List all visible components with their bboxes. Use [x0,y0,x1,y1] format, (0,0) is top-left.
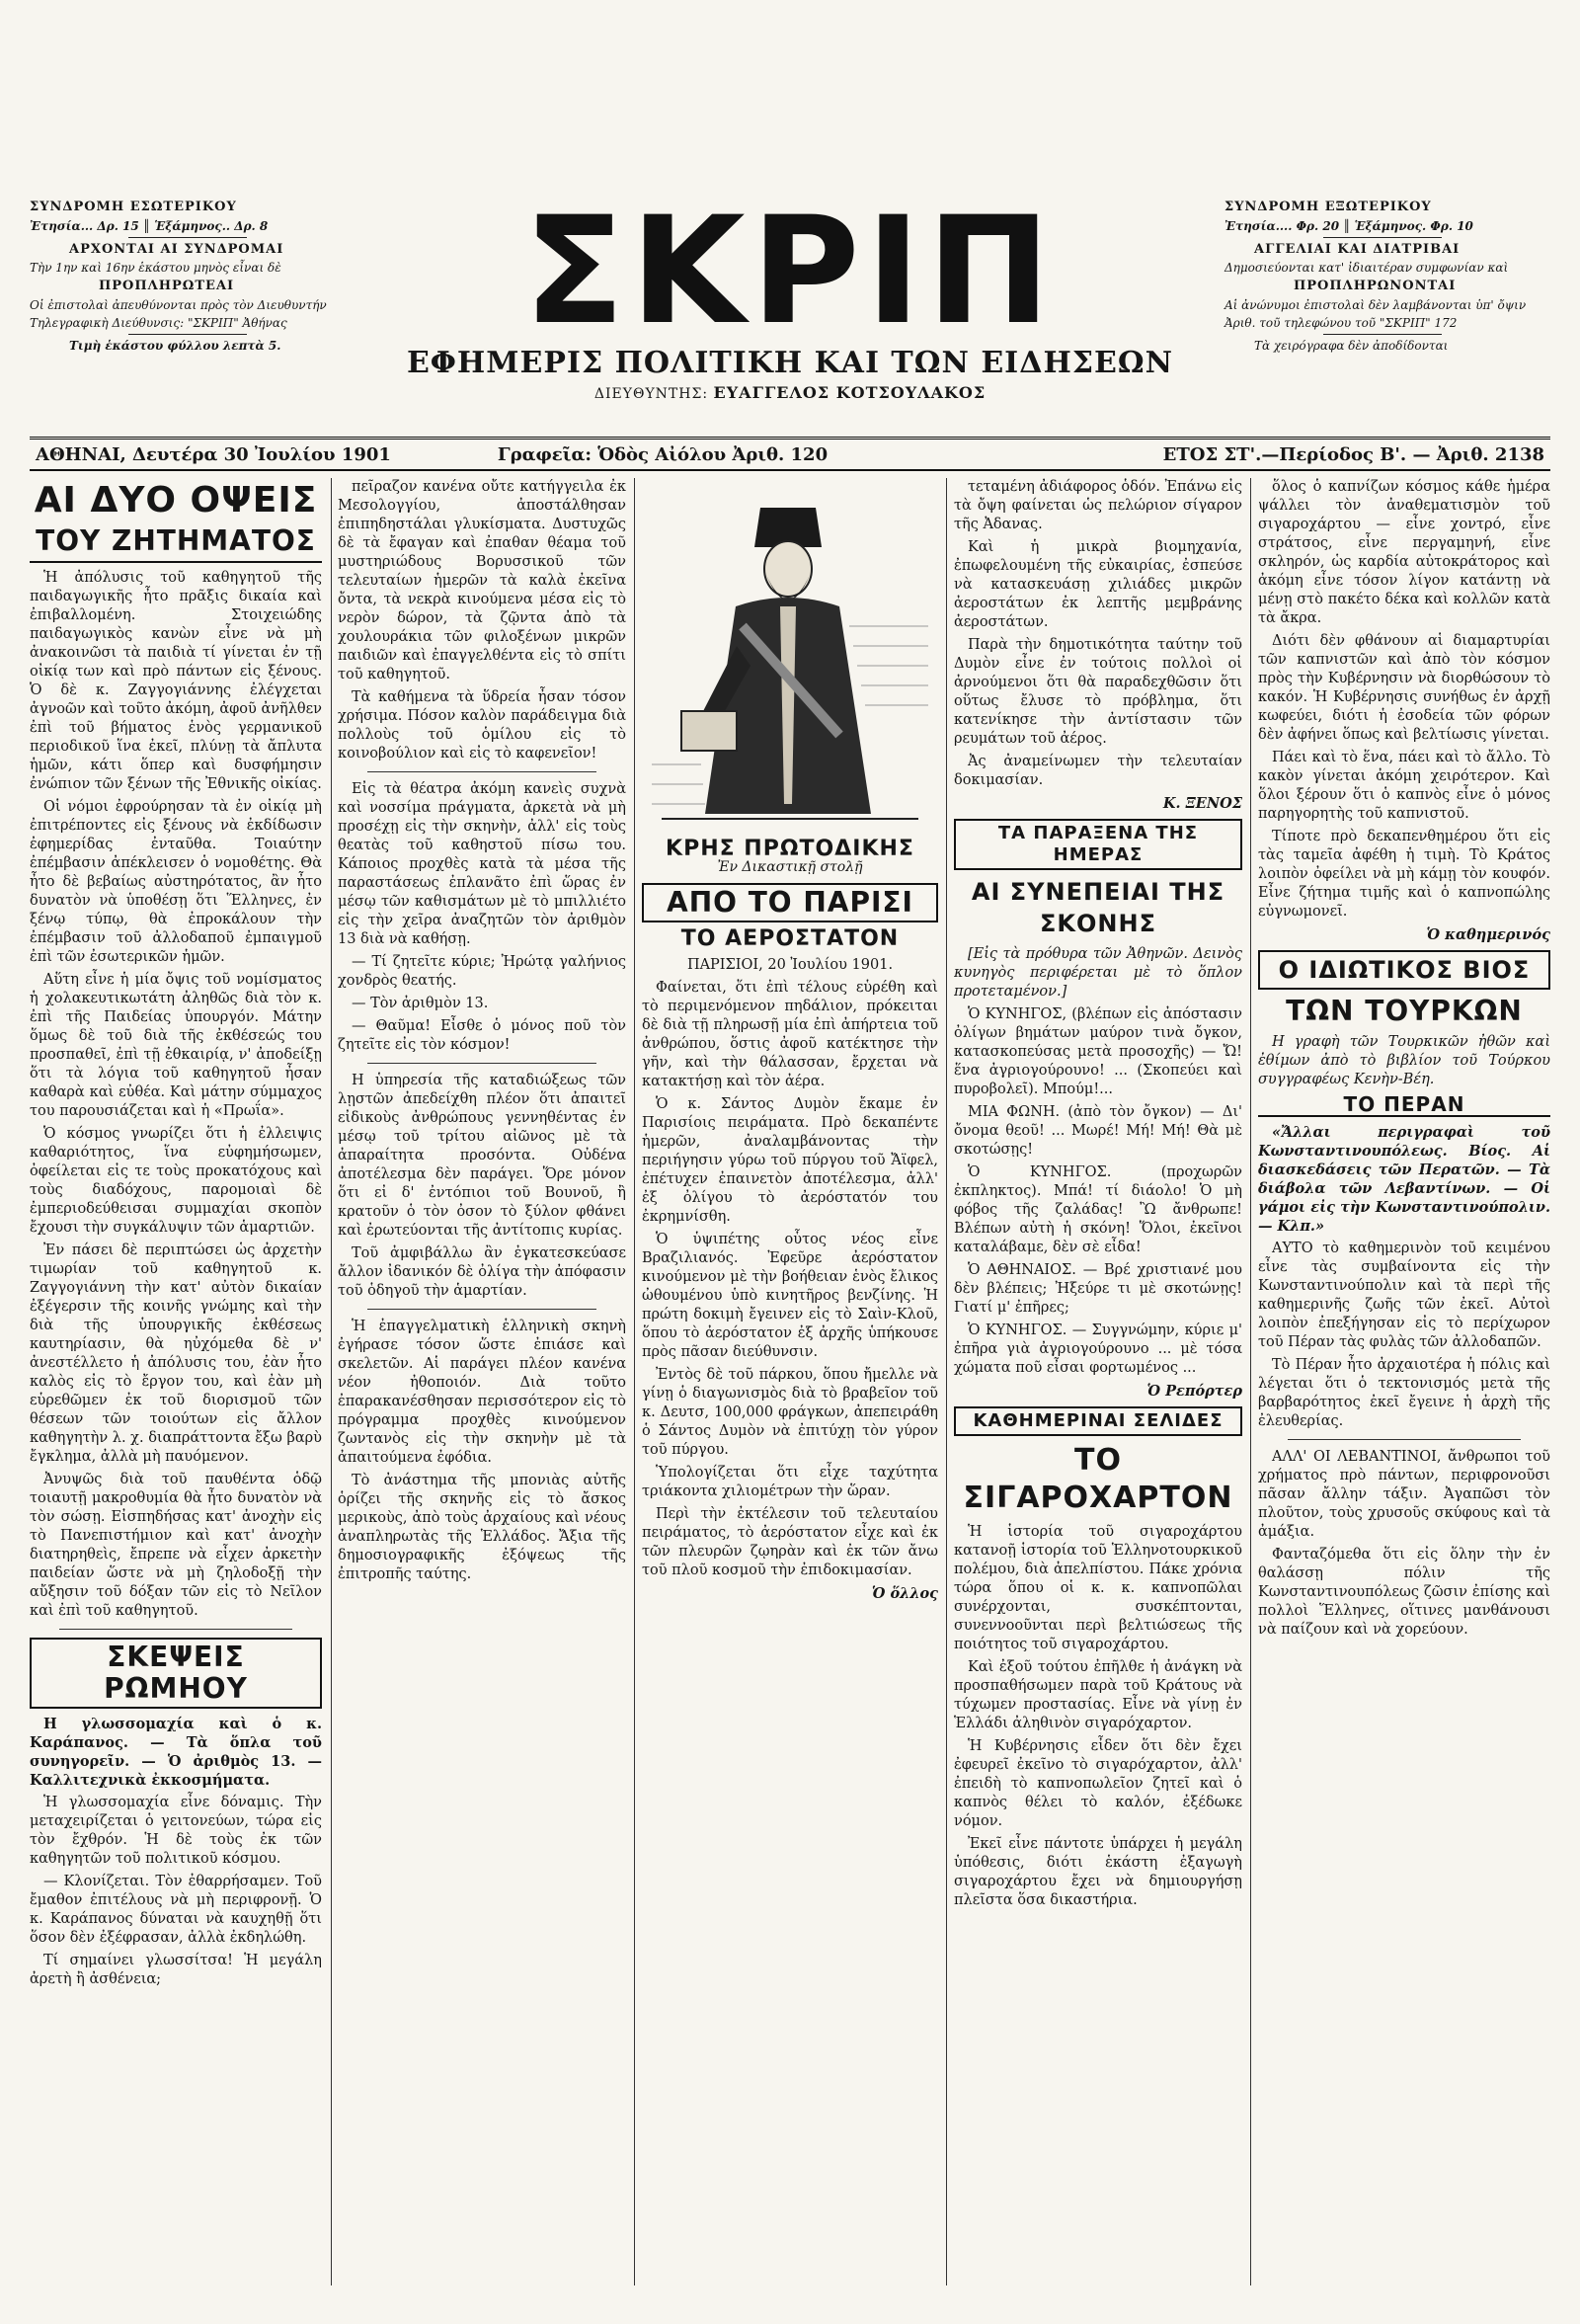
issue-number: ΕΤΟΣ ΣΤ'.—Περίοδος Β'. — Ἀριθ. 2138 [1162,443,1545,465]
divider [128,237,247,238]
article-paragraph: Τὸ Πέραν ἦτο ἀρχαιοτέρα ἡ πόλις καὶ λέγεται ὅτι ὁ τεκτονισμός μετὰ τῆς βαρβαρότητος ἐκεῖ ἔγεινε ἡ ἀρχὴ τῆς ἐλευθερίας. [1258,1357,1550,1429]
article-subheadline: ΤΟ ΑΕΡΟΣΤΑΤΟΝ [680,926,900,951]
article-signature: Ὁ καθημερινός [1426,926,1550,943]
judge-portrait-illustration [642,478,938,834]
column-2 [338,478,626,2285]
article-signature: Ὁ Ρεπόρτερ [1146,1383,1242,1400]
director-line [365,383,1215,402]
article-paragraph: Ἡ ἱστορία τοῦ σιγαροχάρτου κατανοῇ ἱστορία τοῦ Ἑλληνοτουρκικοῦ πολέμου, διὰ ἀπελπίστου. Πάκε χρόνια τώρα ὅπου οἱ κ. κ. καπνοπῶλαι συνέρχονται, συσκέπτονται, συνεννοοῦνται περὶ βελτιώσεως τῆς ποιότητος τοῦ σιγαροχάρτου. [954,1524,1242,1652]
subscription-start-heading: ΑΡΧΟΝΤΑΙ ΑΙ ΣΥΝΔΡΟΜΑΙ [69,241,284,257]
stage-direction: [Εἰς τὰ πρόθυρα τῶν Ἀθηνῶν. Δεινὸς κυνηγὸς περιφέρεται μὲ τὸ ὅπλον προτεταμένον.] [954,946,1242,1000]
article-paragraph: Παρὰ τὴν δημοτικότητα ταύτην τοῦ Δυμὸν εἶνε ἐν τούτοις πολλοὶ οἱ ἀρνούμενοι ὅτι θὰ παραδεχθῶσιν ὅτι οὕτως ἔλυσε τὸ πρόβλημα, ὅτι κατενίκησε τὴν ἀντίστασιν τῶν ρευμάτων τοῦ ἀέρος. [954,637,1242,747]
article-headline: ΑΙ ΔΥΟ ΟΨΕΙΣ [34,480,318,521]
column-rule [946,478,947,2285]
divider [1323,237,1442,238]
article-headline: ΑΠΟ ΤΟ ΠΑΡΙΣΙ [642,883,938,922]
article-paragraph: Ἐντὸς δὲ τοῦ πάρκου, ὅπου ἤμελλε νὰ γίνῃ ὁ διαγωνισμὸς διὰ τὸ βραβεῖον τοῦ κ. Δευτσ, 100,000 φράγκων, ἀπεπειράθη ὁ Σάντος Δυμὸν νὰ ἐπιτύχῃ τὸν γύρον τοῦ πύργου. [642,1367,938,1458]
article-paragraph: Ὁ κόσμος γνωρίζει ὅτι ἡ ἐλλειψις καθαριότητος, ἵνα εὐφημήσωμεν, ὀφείλεται εἰς τε τοὺς προκατόχους καὶ τοὺς διαδόχους, παρομοιαὶ δὲ ἐμπεριοδεύθεισαι συμμαχίαι σκοπὸν ἔχουσι τὴν συγκάλυψιν τῶν ἁμαρτιῶν. [30,1126,322,1236]
column-1 [30,478,322,2285]
column-4 [954,478,1242,2285]
dialogue-line: Ὁ ΚΥΝΗΓΟΣ. (προχωρῶν ἐκπληκτος). Μπά! τί διάολο! Ὁ μὴ φόβος τῆς ζαλάδας! Ὢ ἄνθρωπε! Βλέπων αὐτὴ ἡ σκόνη! Ὅλοι, ἐκεῖνοι καταλάβαμε, δὲν σὲ εἶδα! [954,1164,1242,1255]
article-paragraph: Τὸ ἀνάστημα τῆς μπονιὰς αὐτῆς ὁρίζει τῆς σκηνῆς εἰς τὸ ἄσκος μερικοὺς, ἀπὸ τοὺς ἀρχαίους καὶ νέους ἀναπληρωτὰς τῆς Ἑλλάδος. Ἄξια τῆς δημοσιογραφικῆς ἐξόψεως τῆς ἐπιτροπῆς ταύτης. [338,1473,626,1582]
article-paragraph: Πάει καὶ τὸ ἕνα, πάει καὶ τὸ ἄλλο. Τὸ κακὸν γίνεται ἀκόμη χειρότερον. Καὶ ὅλοι ξέρουν ὅτι ὁ καπνὸς εἶνε ὁ μόνος παρηγορητὴς τοῦ καπνιστοῦ. [1258,750,1550,822]
article-dateline: ΠΑΡΙΣΙΟΙ, 20 Ἰουλίου 1901. [686,957,894,973]
director-label: ΔΙΕΥΘΥΝΤΗΣ: [593,386,709,402]
ads-heading: ΑΓΓΕΛΙΑΙ ΚΑΙ ΔΙΑΤΡΙΒΑΙ [1254,241,1461,257]
divider [367,1309,596,1310]
manuscripts-note: Τὰ χειρόγραφα δὲν ἀποδίδονται [1254,338,1449,353]
masthead-left-box [30,198,356,355]
domestic-subscription-rates: Ἐτησία... Δρ. 15 ║ Ἑξάμηνος.. Δρ. 8 [30,218,269,233]
article-paragraph: Τοῦ ἀμφιβάλλω ἂν ἐγκατεσκεύασε ἄλλον ἰδανικόν δὲ ὀλίγα τὴν ἀπόφασιν τοῦ ὁδηγοῦ τὴν ἁμαρτίαν. [338,1245,626,1299]
article-paragraph: Οἱ νόμοι ἐφρούρησαν τὰ ἐν οἰκίᾳ μὴ ἐπιτρέποντες εἰς ξένους νὰ ἐκδίδωσιν ἐφημερίδας ἐνταῦθα. Τοιαύτην ἐπέμβασιν ἀπέκλεισεν ὁ νομοθέτης. Θὰ ἦτο δὲ βεβαίως αὐστηρότατος, ἂν ἦτο δυνατὸν νὰ ὑποθέσῃ ὅτι Ἕλληνες, ἐν ξένῳ τύπῳ, θὰ ἐπροκάλουν τὴν ἐπέμβασιν τοῦ ἀλλοδαποῦ ἐμπαιγμοῦ ἐπὶ τῶν ἐσωτερικῶν ἡμῶν. [30,799,322,965]
article-headline: Ο ΙΔΙΩΤΙΚΟΣ ΒΙΟΣ [1258,950,1550,990]
article-paragraph: Καὶ ἡ μικρὰ βιομηχανία, ἐπωφελουμένη τῆς εὐκαιρίας, ἐσπεύσε νὰ κατασκευάσῃ χιλιάδες μικρῶν ἀεροστάτων ἐκ λεπτῆς μεμβράνης ἀεροστάτων. [954,539,1242,630]
article-paragraph: Ἡ ἐπαγγελματικὴ ἑλληνικὴ σκηνὴ ἐγήρασε τόσον ὥστε ἐπιάσε καὶ σκελετῶν. Αἱ παράγει πλέον κανένα νέον ἠθοποιόν. Διὰ τοῦτο ἐπαρακανέσθησαν περισσότερον εἰς τὸ πρόγραμμα προχθὲς κινούμενον ζωντανὸς εἰς τὴν σκηνὴν μὲ τὰ ἀπαιτούμενα ἐφόδια. [338,1319,626,1466]
domestic-subscription-heading: ΣΥΝΔΡΟΜΗ ΕΣΩΤΕΡΙΚΟΥ [30,200,237,214]
article-subheadline: ΤΩΝ ΤΟΥΡΚΩΝ [1286,995,1523,1027]
article-paragraph: — Κλονίζεται. Τὸν ἐθαρρήσαμεν. Τοῦ ἔμαθον ἐπιτέλους νὰ μὴ περιφρονῇ. Ὁ κ. Καράπανος δύναται νὰ καυχηθῇ ὅτι ὅσον δὲν ἐξέφρασαν, ἀλλὰ ἐκδηλώθη. [30,1874,322,1946]
article-paragraph: Τίποτε πρὸ δεκαπενθημέρου ὅτι εἰς τὰς ταμεῖα ἀφέθη ἡ τιμὴ. Τὸ Κράτος λοιπὸν ὀφείλει νὰ μὴ κάμῃ τὸν κουφόν. Εἶνε ζήτημα τιμῆς καὶ ὁ καπνοπώλης εὐγνωμονεῖ. [1258,829,1550,920]
article-paragraph: Ὁ κ. Σάντος Δυμὸν ἔκαμε ἐν Παρισίοις πειράματα. Πρὸ δεκαπέντε ἡμερῶν, ἀναλαμβάνοντας τὴν περιήγησιν γύρω τοῦ πύργου τοῦ Ἄϊφελ, ἐπέτυχεν ἐπαινετὸν ἀποτέλεσμα, ἀλλ' ἐξ ὀλίγου τὸ ἀερόστατόν του ἐκρημνίσθη. [642,1096,938,1225]
article-paragraph: Φαίνεται, ὅτι ἐπὶ τέλους εὑρέθη καὶ τὸ περιμενόμενον πηδάλιον, πρόκειται δὲ διὰ τῇ πληρωσῇ μία ἐπὶ ἀπήρτεια τοῦ ἀνθρώπου, ὅστις ἀφοῦ κατέκτησε τὴν γῆν, καὶ τὴν θάλασσαν, ἔρχεται νὰ κατακτήσῃ καὶ τὸν ἀέρα. [642,980,938,1089]
divider [59,1629,292,1630]
column-rule [634,478,635,2285]
article-paragraph: Καὶ ἐξοῦ τούτου ἐπῆλθε ἡ ἀνάγκη νὰ προσπαθήσωμεν παρὰ τοῦ Κράτους νὰ τύχωμεν προστασίας. Εἶνε νὰ γίνῃ ἐν Ἑλλάδι ἀληθινὸν σιγαρόχαρτον. [954,1659,1242,1731]
dialogue-line: Ὁ ΚΥΝΗΓΟΣ. — Συγγνώμην, κύριε μ' ἐπῆρα γιὰ ἀγριογούρουνο ... μὲ τόσα χώματα ποῦ εἶσαι φορτωμένος ... [954,1322,1242,1376]
article-intro: Η γραφὴ τῶν Τουρκικῶν ἠθῶν καὶ ἐθίμων ἀπὸ τὸ βιβλίον τοῦ Τούρκου συγγραφέως Κενὴν-Βέη. [1258,1034,1550,1087]
portrait-caption: ΚΡΗΣ ΠΡΩΤΟΔΙΚΗΣ [666,837,914,861]
article-paragraph: Φανταζόμεθα ὅτι εἰς ὅλην τὴν ἐν θαλάσσῃ πόλιν τῆς Κωνσταντινουπόλεως ζῶσιν ἐπίσης καὶ πολλοὶ Ἕλληνες, οἵτινες μανθάνουσι νὰ παίζουν καὶ νὰ χορεύουν. [1258,1547,1550,1638]
section-heading: ΤΟ ΠΕΡΑΝ [1258,1093,1550,1117]
foreign-subscription-heading: ΣΥΝΔΡΟΜΗ ΕΞΩΤΕΡΙΚΟΥ [1224,200,1432,214]
article-summary: Η γλωσσομαχία καὶ ὁ κ. Καράπανος. — Τὰ ὅπλα τοῦ συνηγορεῖν. — Ὁ ἀριθμὸς 13. — Καλλιτεχνικὰ ἐκκοσμήματα. [30,1716,322,1789]
article-paragraph: Τί σημαίνει γλωσσίτσα! Ἡ μεγάλη ἀρετὴ ἢ ἀσθένεια; [30,1953,322,1987]
foreign-subscription-rates: Ἐτησία.... Φρ. 20 ║ Ἑξάμηνος. Φρ. 10 [1224,218,1473,233]
article-paragraph: Ἡ Κυβέρνησις εἶδεν ὅτι δὲν ἔχει ἐφευρεῖ ἐκεῖνο τὸ σιγαρόχαρτον, ἀλλ' ἐπειδὴ τὸ καπνοπωλεῖον ζητεῖ καὶ ὁ καπνὸς θέλει τὸ καλόν, ἐξέδωκε νόμον. [954,1738,1242,1829]
article-paragraph: Ἀς ἀναμείνωμεν τὴν τελευταίαν δοκιμασίαν. [954,754,1242,788]
dialogue-line: — Θαῦμα! Εἶσθε ὁ μόνος ποῦ τὸν ζητεῖτε εἰς τὸν κόσμον! [338,1018,626,1053]
section-heading: ΚΑΘΗΜΕΡΙΝΑΙ ΣΕΛΙΔΕΣ [954,1406,1242,1436]
phone-number: Ἀριθ. τοῦ τηλεφώνου τοῦ "ΣΚΡΙΠ" 172 [1224,315,1458,330]
dialogue-line: Ὁ ΚΥΝΗΓΟΣ, (βλέπων εἰς ἀπόστασιν ὀλίγων βημάτων μαύρον τινὰ ὄγκον, κατασκοπεύσας μετὰ προσοχῆς) — Ὤ! ἕνα ἀγριογούρουνο! ... (Σκοπεύει καὶ πυροβολεῖ). Μπούμ!... [954,1006,1242,1097]
article-paragraph: πεῖραζον κανένα οὔτε κατήγγειλα ἐκ Μεσολογγίου, ἀποστάλθησαν ἐπιπηδηστάλαι γλυκίσματα. Δυστυχῶς δὲ τὰ ἔφαγαν καὶ ἐπαθαν θέαμα τοῦ μυστηριώδους Βορυσσικοῦ τῶν τελευταίων ἡμερῶν τὰ καλὰ ἐκεῖνα ὄντα, τὰ νεκρὰ κινούμενα μέσα εἰς τὸ νερὸν δώρον, τὰ ζῷντα ἀπὸ τὰ χουλουράκια τῶν φιλοξένων μικρῶν παιδιῶν καὶ ἐπαγγελθέντα εἰς τὸ σπίτι τοῦ καθηγητοῦ. [338,479,626,682]
newspaper-title: ΣΚΡΙΠ [523,186,1057,358]
issue-price: Τιμὴ ἑκάστου φύλλου λεπτὰ 5. [69,338,281,353]
portrait-subcaption: Ἐν Δικαστικῇ στολῇ [717,859,863,875]
place-date: ΑΘΗΝΑΙ, Δευτέρα 30 Ἰουλίου 1901 [36,443,391,465]
director-name: ΕΥΑΓΓΕΛΟΣ ΚΟΤΣΟΥΛΑΚΟΣ [713,383,987,402]
dialogue-line: Ὁ ΑΘΗΝΑΙΟΣ. — Βρέ χριστιανέ μου δὲν βλέπεις; Ἠξεύρε τι μὲ σκοτώνῃς! Γιατί μ' ἐπῆρες; [954,1262,1242,1316]
column-rule [1250,478,1251,2285]
article-paragraph: τεταμένη ἀδιάφορος ὁδόν. Ἐπάνω εἰς τὰ ὄψη φαίνεται ὡς πελώριον σίγαρον τῆς Ἀδανας. [954,479,1242,532]
prepaid-label: ΠΡΟΠΛΗΡΩΝΟΝΤΑΙ [1294,279,1457,293]
newspaper-page [30,186,1550,2291]
prepaid-label: ΠΡΟΠΛΗΡΩΤΕΑΙ [99,279,235,293]
dialogue-line: ΜΙΑ ΦΩΝΗ. (ἀπὸ τὸν ὄγκον) — Δι' ὄνομα θεοῦ! ... Μωρέ! Μή! Μή! Θὰ μὲ σκοτώσῃς! [954,1104,1242,1158]
divider [1288,1439,1521,1440]
article-paragraph: ΑΛΛ' ΟΙ ΛΕΒΑΝΤΙΝΟΙ, ἄνθρωποι τοῦ χρήματος πρὸ πάντων, περιφρονοῦσι πᾶσαν ἄλλην τάξιν. Ἀγαπῶσι τὸν πλοῦτον, τοὺς χρυσοῦς σκύφους καὶ τὰ ἀμάξια. [1258,1449,1550,1540]
masthead-right-box [1224,198,1550,355]
article-paragraph: Ἐν πάσει δὲ περιπτώσει ὡς ἀρχετὴν τιμωρίαν τοῦ καθηγητοῦ κ. Ζαγγογιάννη τὴν κατ' αὐτὸν δικαίαν ἐξέγερσιν τῆς κοινῆς γνώμης καὶ τὴν διὰ τῆς ὑπουργικῆς ἐκθέσεως καυτηρίασιν, θὰ ηὐχόμεθα δὲ ν' ἀνεστέλλετο ἡ ἀπόλυσις του, ἐὰν ἦτο καλὸς εἰς τὸ ἔργον του, καὶ ἐὰν μὴ εὑρεθῶμεν ἐκ τοῦ διορισμοῦ τῶν θέσεων τῶν τοιούτων εἰς ἄλλον καθηγητὴν λ. χ. διαπράττοντα ἔξω βαρὺ ἔγκλημα, ἀλλὰ μὴ παυόμενον. [30,1242,322,1465]
letters-note: Οἱ ἐπιστολαὶ ἀπευθύνονται πρὸς τὸν Διευθυντήν [30,297,327,312]
article-paragraph: Διότι δὲν φθάνουν αἱ διαμαρτυρίαι τῶν καπνιστῶν καὶ ἀπὸ τὸν κόσμον πρὸς τὴν Κυβέρνησιν νὰ διορθώσουν τὸ κακόν. Ἡ Κυβέρνησις συνήθως ἐν ἀρχῇ κωφεύει, διότι ἡ ἐσοδεία τῶν φόρων δὲν ἀφήνει ὅπως καὶ βελτίωσις γίνεται. [1258,633,1550,743]
article-paragraph: Ἡ ἀπόλυσις τοῦ καθηγητοῦ τῆς παιδαγωγικῆς ἦτο πρᾶξις δικαία καὶ ἐπιβαλλομένη. Στοιχειώδης παιδαγωγικὸς κανὼν εἶνε νὰ μὴ ἀνακοινῶσι τὰ παιδιὰ τί γίνεται ἐν τῇ οἰκίᾳ των καὶ πρὸ πάντων εἰς ξένους. Ὁ δὲ κ. Ζαγγογιάννης ἐλέγχεται ἀγνοῶν καὶ τοῦτο ἀκόμη, ἀφοῦ ἀνῆλθεν ἐπὶ τοῦ βήματος ἑνὸς γερμανικοῦ περιοδικοῦ ἵνα ἐκεῖ, πλύνῃ τὰ ἄπλυτα ἡμῶν, κάτι ὅπερ καὶ δυσφήμησιν ἐνώπιον τῶν ξένων τῆς Ἐθνικῆς οἰκίας. [30,570,322,792]
article-paragraph: Ἐκεῖ εἶνε πάντοτε ὑπάρχει ἡ μεγάλη ὑπόθεσις, διότι ἑκάστη ἐξαγωγὴ σιγαροχάρτου ἔχει νὰ δημιουργήσῃ πλεῖστα ὅσα δικαστήρια. [954,1836,1242,1908]
column-rule [331,478,332,2285]
office-address: Γραφεῖα: Ὁδὸς Αἰόλου Ἀριθ. 120 [497,443,829,465]
article-signature: Ὁ ὅλλος [871,1585,938,1602]
portrait-drawing [642,478,938,834]
column-3 [642,478,938,2285]
article-signature: Κ. ΞΕΝΟΣ [1162,795,1242,812]
divider [367,771,596,772]
column-5 [1258,478,1550,2285]
article-paragraph: Ἀνυψῶς διὰ τοῦ παυθέντα ὁδῷ τοιαυτῇ μακροθυμία θὰ ἦτο δυνατὸν νὰ τὸν σώσῃ. Εἰσπηδήσας κατ' ἀνοχὴν εἰς τὸ Πανεπιστήμιον καὶ κατ' ἀνοχὴν διατηρηθεὶς, ἔπρεπε νὰ εἶχεν ἀρκετὴν παιδείαν ὥστε νὰ μὴ ζηλοδοξῇ τὴν αὔξησιν τοῦ δόξαν τῶν εἰς τὸ Νεῖλον καὶ ἐπὶ τοῦ καθηγητοῦ. [30,1472,322,1619]
article-subheadline: ΤΟΥ ΖΗΤΗΜΑΤΟΣ [30,525,322,563]
article-paragraph: Η ὑπηρεσία τῆς καταδιώξεως τῶν λῃστῶν ἀπεδείχθη πλέον ὅτι ἀπαιτεῖ εἰδικοὺς ἀνθρώπους γεννηθέντας ἐν μέσῳ τοῦ τρίτου αἰῶνος μὲ τὰ ἀπαραίτητα προσόντα. Οὐδένα ἀποτέλεσμα δὲν παράγει. Ὅρε μόνον ὅτι εἰ δ' ἐντόπιοι τοῦ Βουνοῦ, ἢ κρατοῦν ὁ τὸν ὀσον τὸ ξύλον φθάνει καὶ ἐρωτεύονται τῆς ἀντίτοπις κυρίας. [338,1073,626,1239]
divider [128,334,247,335]
article-paragraph: Ὁ ὑψιπέτης οὗτος νέος εἶνε Βραζιλιανός. Ἐφεῦρε ἀερόστατον κινούμενον μὲ τὴν βοήθειαν ἑνὸς ἔλικος ὠθουμένου ὑπὸ κινητῆρος βενζίνης. Ἡ πρώτη δοκιμὴ ἔγεινεν εἰς τὸ Σαὶν-Κλοῦ, ὅπου τὸ ἀερόστατον ἐξ ἀρχῆς ὑπήκουσε πρὸς πᾶσαν διεύθυνσιν. [642,1232,938,1360]
article-paragraph: Ἡ γλωσσομαχία εἶνε δόναμις. Τὴν μεταχειρίζεται ὁ γειτονεύων, τώρα εἰς τὸν ἔχθρόν. Ἡ δὲ τοὺς ἐκ τῶν καθηγητῶν τοῦ πολιτικοῦ κόσμου. [30,1795,322,1867]
divider [367,1063,596,1064]
dialogue-line: — Τὸν ἀριθμὸν 13. [352,996,489,1011]
article-headline: ΣΚΕΨΕΙΣ ΡΩΜΗΟΥ [30,1638,322,1709]
article-paragraph: Τὰ καθήμενα τὰ ὕδρεία ἦσαν τόσον χρήσιμα. Πόσον καλὸν παράδειγμα διὰ πολλοὺς τοῦ ὁμίλου εἰς τὸ κοινοβούλιον καὶ εἰς τὸ καφενεῖον! [338,689,626,761]
article-paragraph: Περὶ τὴν ἐκτέλεσιν τοῦ τελευταίου πειράματος, τὸ ἀερόστατον εἶχε καὶ ἐκ τῶν πλευρῶν ζῳηρὰν καὶ ἐκ τῶν ἄνω τοῦ πλοῦ κοσμοῦ τὴν ἐπιδοκιμασίαν. [642,1506,938,1578]
anonymous-letters-note: Αἱ ἀνώνυμοι ἐπιστολαὶ δὲν λαμβάνονται ὑπ' ὄψιν [1224,297,1527,312]
dialogue-line: — Τί ζητεῖτε κύριε; Ἠρώτᾳ γαλήνιος χονδρὸς θεατής. [338,954,626,989]
ads-text: Δημοσιεύονται κατ' ἰδιαιτέραν συμφωνίαν καὶ [1224,261,1509,275]
date-bar [30,437,1550,471]
article-headline: ΑΙ ΣΥΝΕΠΕΙΑΙ ΤΗΣ ΣΚΟΝΗΣ [971,878,1225,937]
divider [1323,334,1442,335]
article-headline: ΤΟ ΣΙΓΑΡΟΧΑΡΤΟΝ [963,1443,1233,1515]
article-paragraph: Εἰς τὰ θέατρα ἀκόμη κανεὶς συχνὰ καὶ νοσσίμα πράγματα, ἀρκετὰ νὰ μὴ προσέχῃ εἰς τὴν σκηνὴν, ἀλλ' εἰς τοὺς θεατὰς τοῦ καθηστοῦ πίσω του. Κάποιος προχθὲς κατὰ τὰ μέσα τῆς παραστάσεως ἐπλανᾶτο ἐπὶ ὥρας ἐν μέσῳ τῶν καθισμάτων μὲ τὸ μπιλλιέτο εἰς τὴν χεῖρα ἀναζητῶν τὸν ἀριθμὸν 13 διὰ νὰ καθήσῃ. [338,781,626,947]
newspaper-subtitle: ΕΦΗΜΕΡΙΣ ΠΟΛΙΤΙΚΗ ΚΑΙ ΤΩΝ ΕΙΔΗΣΕΩΝ [406,346,1174,380]
article-summary: «Ἄλλαι περιγραφαὶ τοῦ Κωνσταντινουπόλεως. Βίος. Αἱ διασκεδάσεις τῶν Περατῶν. — Τὰ διάβολα τῶν Λεβαντίνων. — Οἱ γάμοι εἰς τὴν Κωνσταντινούπολιν. — Κλπ.» [1258,1124,1550,1235]
section-heading: ΤΑ ΠΑΡΑΞΕΝΑ ΤΗΣ ΗΜΕΡΑΣ [954,819,1242,870]
article-paragraph: ΑΥΤΟ τὸ καθημερινὸν τοῦ κειμένου εἶνε τὰς συμβαίνοντα εἰς τὴν Κωνσταντινούπολιν καὶ τὰ περὶ τῆς καθημερινῆς ζωῆς τῶν ἐκεῖ. Αὐτοὶ λοιπὸν ἐπεξήγησαν εἰς τὸ περίχωρον τοῦ Πέραν τὰς φυλὰς τῶν ἀλλοδαπῶν. [1258,1241,1550,1350]
masthead-center [365,186,1215,402]
article-paragraph: ὅλος ὁ καπνίζων κόσμος κάθε ἡμέρα ψάλλει τὸν ἀναθεματισμὸν τοῦ σιγαροχάρτου — εἶνε χοντρό, εἶνε στράτσος, εἶνε περγαμηνή, εἶνε σκληρόν, ὡς καρδία αὐτοκράτορος καὶ ἀκόμη εἶνε τόσον λίγον κατάντῃ νὰ μένῃ στὸ πακέτο δέκα καὶ κολλῶν κατὰ τὰ ἄκρα. [1258,479,1550,626]
subscription-start-text: Τὴν 1ην καὶ 16ην ἑκάστου μηνὸς εἶναι δὲ [30,261,281,275]
telegraph-address: Τηλεγραφικὴ Διεύθυνσις: "ΣΚΡΙΠ" Ἀθήνας [30,315,287,330]
article-paragraph: Αὕτη εἶνε ἡ μία ὄψις τοῦ νομίσματος ἡ χολακευτικωτάτη ἀληθῶς διὰ τὸν κ. ἐπὶ τῆς Παιδείας ὑπουργόν. Μάτην ὅμως δὲ τοῦ διὰ τῆς ἐκθέσεώς του προσπαθεῖ, ἐπὶ τῇ ἐθκαιρίᾳ, ν' ἀποδείξῃ ὅτι τὰ λόγια τοῦ καθηγητοῦ ἦσαν καθαρὰ καὶ εὐθέα. Καὶ μάτην σύμμαχος του παρουσιάζεται καὶ ἡ «Πρωΐα». [30,972,322,1119]
article-paragraph: Ὑπολογίζεται ὅτι εἶχε ταχύτητα τριάκοντα χιλιομέτρων τὴν ὥραν. [642,1465,938,1499]
